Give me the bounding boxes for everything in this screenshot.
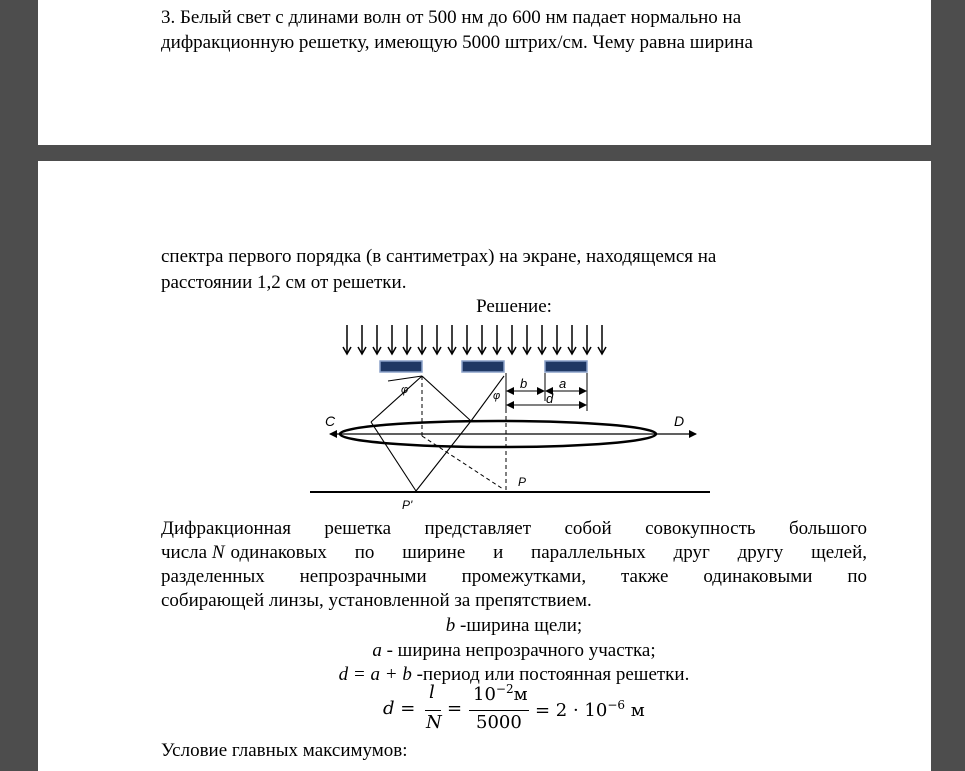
- formula-frac1-num: l: [429, 682, 435, 703]
- label-D: D: [674, 413, 685, 429]
- paragraph-line-3: разделенных непрозрачными промежутками, также одинаковыми по: [161, 566, 867, 587]
- diffraction-diagram: [38, 321, 931, 511]
- frac2-num-exp: −2: [495, 682, 514, 696]
- frac2-bar: [469, 710, 529, 711]
- period-formula: [383, 684, 703, 736]
- frac2-num-base: 10: [473, 684, 496, 705]
- label-d: d: [546, 391, 554, 406]
- formula-frac1-den: N: [426, 712, 442, 733]
- para-line-2-rest: одинаковых по ширине и параллельных друг другу щелей,: [230, 542, 867, 563]
- paragraph-line-4: собирающей линзы, установленной за препятствием.: [161, 590, 592, 611]
- frac2-num-unit: м: [513, 684, 528, 705]
- label-P-prime: P': [402, 498, 413, 511]
- frac1-bar: [425, 710, 441, 711]
- problem-text-line-1: 3. Белый свет с длинами волн от 500 нм до 600 нм падает нормально на: [161, 7, 742, 28]
- incident-light-arrows: [343, 325, 606, 354]
- para-prefix: числа: [161, 542, 208, 563]
- result-base: = 2 · 10: [535, 700, 608, 721]
- result-exp: −6: [607, 698, 626, 712]
- label-b: b: [520, 376, 528, 391]
- label-phi-2: φ: [493, 390, 501, 402]
- formula-frac2-den: 5000: [476, 712, 522, 733]
- page-1: [38, 0, 931, 145]
- grating-bars: [380, 361, 587, 372]
- paragraph-line-1: Дифракционная решетка представляет собой совокупность большого: [161, 518, 867, 539]
- formula-frac2-num: [473, 682, 528, 705]
- def-b-var: b: [445, 615, 456, 636]
- def-a-text: - ширина непрозрачного участка;: [381, 640, 656, 661]
- paragraph-line-2: [161, 541, 867, 565]
- label-a: a: [559, 376, 567, 391]
- def-b-text: -ширина щели;: [455, 615, 583, 636]
- para-N: N: [211, 542, 225, 563]
- def-a-var: a: [372, 640, 382, 661]
- problem-text-line-4: расстоянии 1,2 см от решетки.: [161, 272, 407, 293]
- def-d-formula: d = a + b: [338, 664, 412, 685]
- label-phi-1: φ: [401, 384, 409, 396]
- label-P: P: [518, 475, 527, 489]
- result-unit: м: [625, 700, 645, 721]
- definition-b: [161, 614, 867, 638]
- main-maxima-condition: Условие главных максимумов:: [161, 740, 408, 761]
- def-d-text: -период или постоянная решетки.: [411, 664, 690, 685]
- formula-result: [535, 698, 645, 721]
- page-2: [38, 161, 931, 771]
- definition-a: [161, 639, 867, 663]
- problem-text-line-3: спектра первого порядка (в сантиметрах) на экране, находящемся на: [161, 246, 717, 267]
- label-C: C: [325, 413, 336, 429]
- formula-eq: =: [447, 698, 463, 719]
- solution-heading: Решение:: [476, 296, 552, 317]
- problem-text-line-2: дифракционную решетку, имеющую 5000 штрих/см. Чему равна ширина: [161, 32, 753, 53]
- formula-lhs: d =: [383, 698, 416, 719]
